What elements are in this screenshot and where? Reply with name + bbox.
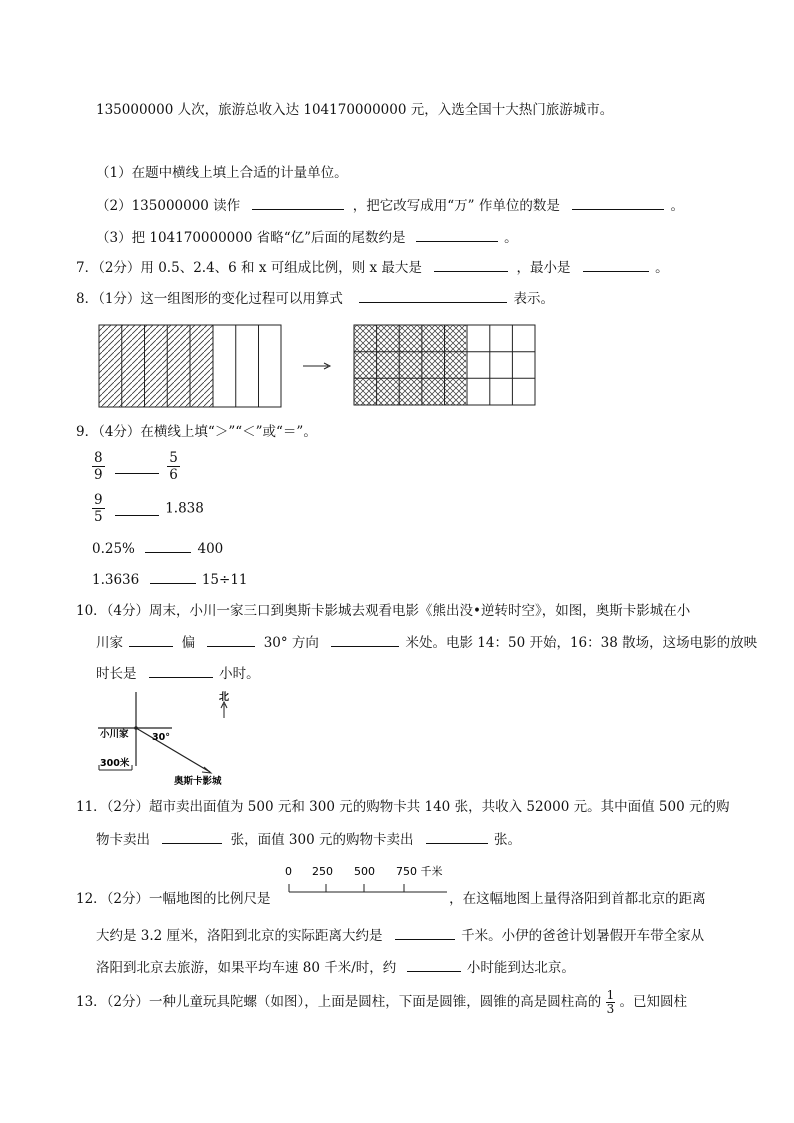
- fraction: [167, 450, 180, 483]
- question-7: [76, 257, 669, 278]
- question-10-line2: [96, 632, 757, 653]
- q12-text: 洛阳到北京去旅游，如果平均车速 80 千米/时，约: [96, 960, 397, 976]
- answer-blank[interactable]: [416, 227, 498, 242]
- denominator: 5: [94, 509, 103, 525]
- question-12-line1: [76, 889, 706, 909]
- denominator: 9: [94, 467, 103, 483]
- answer-blank[interactable]: [115, 501, 159, 516]
- arrow-icon: [303, 363, 330, 369]
- answer-blank[interactable]: [149, 663, 213, 678]
- q12-text: 千米。小伊的爸爸计划暑假开车带全家从: [461, 928, 705, 944]
- q9-row3: [92, 538, 223, 559]
- answer-blank[interactable]: [426, 829, 488, 844]
- question-13: [76, 989, 687, 1016]
- answer-blank[interactable]: [145, 538, 191, 553]
- scale-tick-label: 250: [312, 865, 333, 878]
- q13-text: 。已知圆柱: [619, 994, 688, 1010]
- scale-tick-label: 750 千米: [396, 865, 443, 878]
- answer-blank[interactable]: [207, 632, 255, 647]
- answer-blank[interactable]: [395, 925, 455, 940]
- q9-row2: [92, 492, 204, 525]
- question-11-line2: [96, 829, 521, 850]
- fraction: [606, 989, 616, 1016]
- q11-text: 张，面值 300 元的购物卡卖出: [230, 832, 414, 848]
- north-label: 北: [219, 692, 229, 703]
- q12-text: ，在这幅地图上量得洛阳到首都北京的距离: [449, 891, 706, 907]
- q10-text: 30° 方向: [263, 635, 319, 651]
- q6-sub2-text-a: （2）135000000 读作: [96, 198, 241, 214]
- q10-text: 小时。: [219, 666, 260, 682]
- q13-text: 13．（2分）一种儿童玩具陀螺（如图），上面是圆柱，下面是圆锥，圆锥的高是圆柱高的: [76, 994, 602, 1010]
- fraction: [92, 450, 105, 483]
- answer-blank[interactable]: [359, 288, 507, 303]
- q7-text-b: ，最小是: [516, 260, 571, 276]
- angle-label: 30°: [152, 732, 170, 743]
- question-10-line1: 10．（4分）周末，小川一家三口到奥斯卡影城去观看电影《熊出没•逆转时空》，如图，奥斯卡影城在小: [76, 603, 691, 619]
- numerator: 9: [94, 492, 103, 508]
- q11-text: 张。: [494, 832, 522, 848]
- question-11-line1: 11．（2分）超市卖出面值为 500 元和 300 元的购物卡共 140 张，共收入 52000 元。其中面值 500 元的购: [76, 799, 730, 815]
- q10-text: 川家: [96, 635, 123, 651]
- numerator: 5: [169, 450, 178, 466]
- q10-direction-figure: [94, 688, 244, 788]
- cinema-label: 奥斯卡影城: [174, 776, 222, 787]
- answer-blank[interactable]: [162, 829, 222, 844]
- answer-blank[interactable]: [434, 257, 508, 272]
- q8-text-a: 8．（1分）这一组图形的变化过程可以用算式: [76, 291, 343, 307]
- answer-blank[interactable]: [115, 459, 159, 474]
- compare-value: 1.3636: [92, 572, 140, 588]
- question-9: 9．（4分）在横线上填“＞”“＜”或“＝”。: [76, 424, 317, 440]
- q6-sub2-end: 。: [670, 198, 684, 214]
- right-fraction-grid: [354, 325, 535, 405]
- intro-line: 135000000 人次，旅游总收入达 104170000000 元，入选全国十大热门旅游城市。: [96, 102, 614, 118]
- q12-text: 大约是 3.2 厘米，洛阳到北京的实际距离大约是: [96, 928, 383, 944]
- numerator: 8: [94, 450, 103, 466]
- compare-value: 1.838: [165, 500, 204, 517]
- q6-sub3-end: 。: [504, 230, 518, 246]
- compare-value: 15÷11: [201, 572, 248, 588]
- q7-text-a: 7．（2分）用 0.5、2.4、6 和 x 可组成比例，则 x 最大是: [76, 260, 422, 276]
- scale-tick-label: 500: [354, 865, 375, 878]
- answer-blank[interactable]: [572, 195, 664, 210]
- q9-row4: [92, 569, 248, 590]
- q10-text: 偏: [181, 635, 196, 651]
- home-label: 小川家: [100, 729, 129, 740]
- north-arrow-icon: [221, 702, 227, 718]
- answer-blank[interactable]: [583, 257, 649, 272]
- left-fraction-bar: [99, 325, 281, 407]
- q10-text: 时长是: [96, 666, 137, 682]
- q12-text: 小时能到达北京。: [466, 960, 575, 976]
- q7-end: 。: [655, 260, 669, 276]
- answer-blank[interactable]: [331, 632, 399, 647]
- denominator: 6: [169, 467, 178, 483]
- answer-blank[interactable]: [407, 957, 461, 972]
- q8-text-b: 表示。: [513, 291, 555, 307]
- question-8: [76, 288, 554, 309]
- numerator: 1: [606, 988, 615, 1002]
- q6-sub3: [96, 227, 518, 248]
- q6-sub3-text: （3）把 104170000000 省略“亿”后面的尾数约是: [96, 230, 406, 246]
- q6-sub2: [96, 195, 684, 216]
- compare-value: 400: [197, 541, 224, 557]
- scale-label: 300米: [100, 758, 130, 769]
- scale-tick-label: 0: [285, 865, 292, 878]
- answer-blank[interactable]: [150, 569, 196, 584]
- q8-figure: [96, 322, 540, 410]
- fraction: [92, 492, 105, 525]
- q11-text: 物卡卖出: [96, 832, 150, 848]
- q9-row1: [92, 450, 180, 483]
- q6-sub2-text-b: ，把它改写成用“万” 作单位的数是: [352, 198, 560, 214]
- question-10-line3: [96, 663, 260, 684]
- denominator: 3: [606, 1002, 615, 1016]
- q10-text: 米处。电影 14：50 开始，16：38 散场，这场电影的放映: [405, 635, 758, 651]
- answer-blank[interactable]: [252, 195, 344, 210]
- q12-text: 12．（2分）一幅地图的比例尺是: [76, 891, 271, 907]
- compare-value: 0.25%: [92, 541, 135, 557]
- answer-blank[interactable]: [129, 632, 173, 647]
- question-12-line2: [96, 925, 704, 946]
- q6-sub1: （1）在题中横线上填上合适的计量单位。: [96, 165, 348, 181]
- question-12-line3: [96, 957, 575, 978]
